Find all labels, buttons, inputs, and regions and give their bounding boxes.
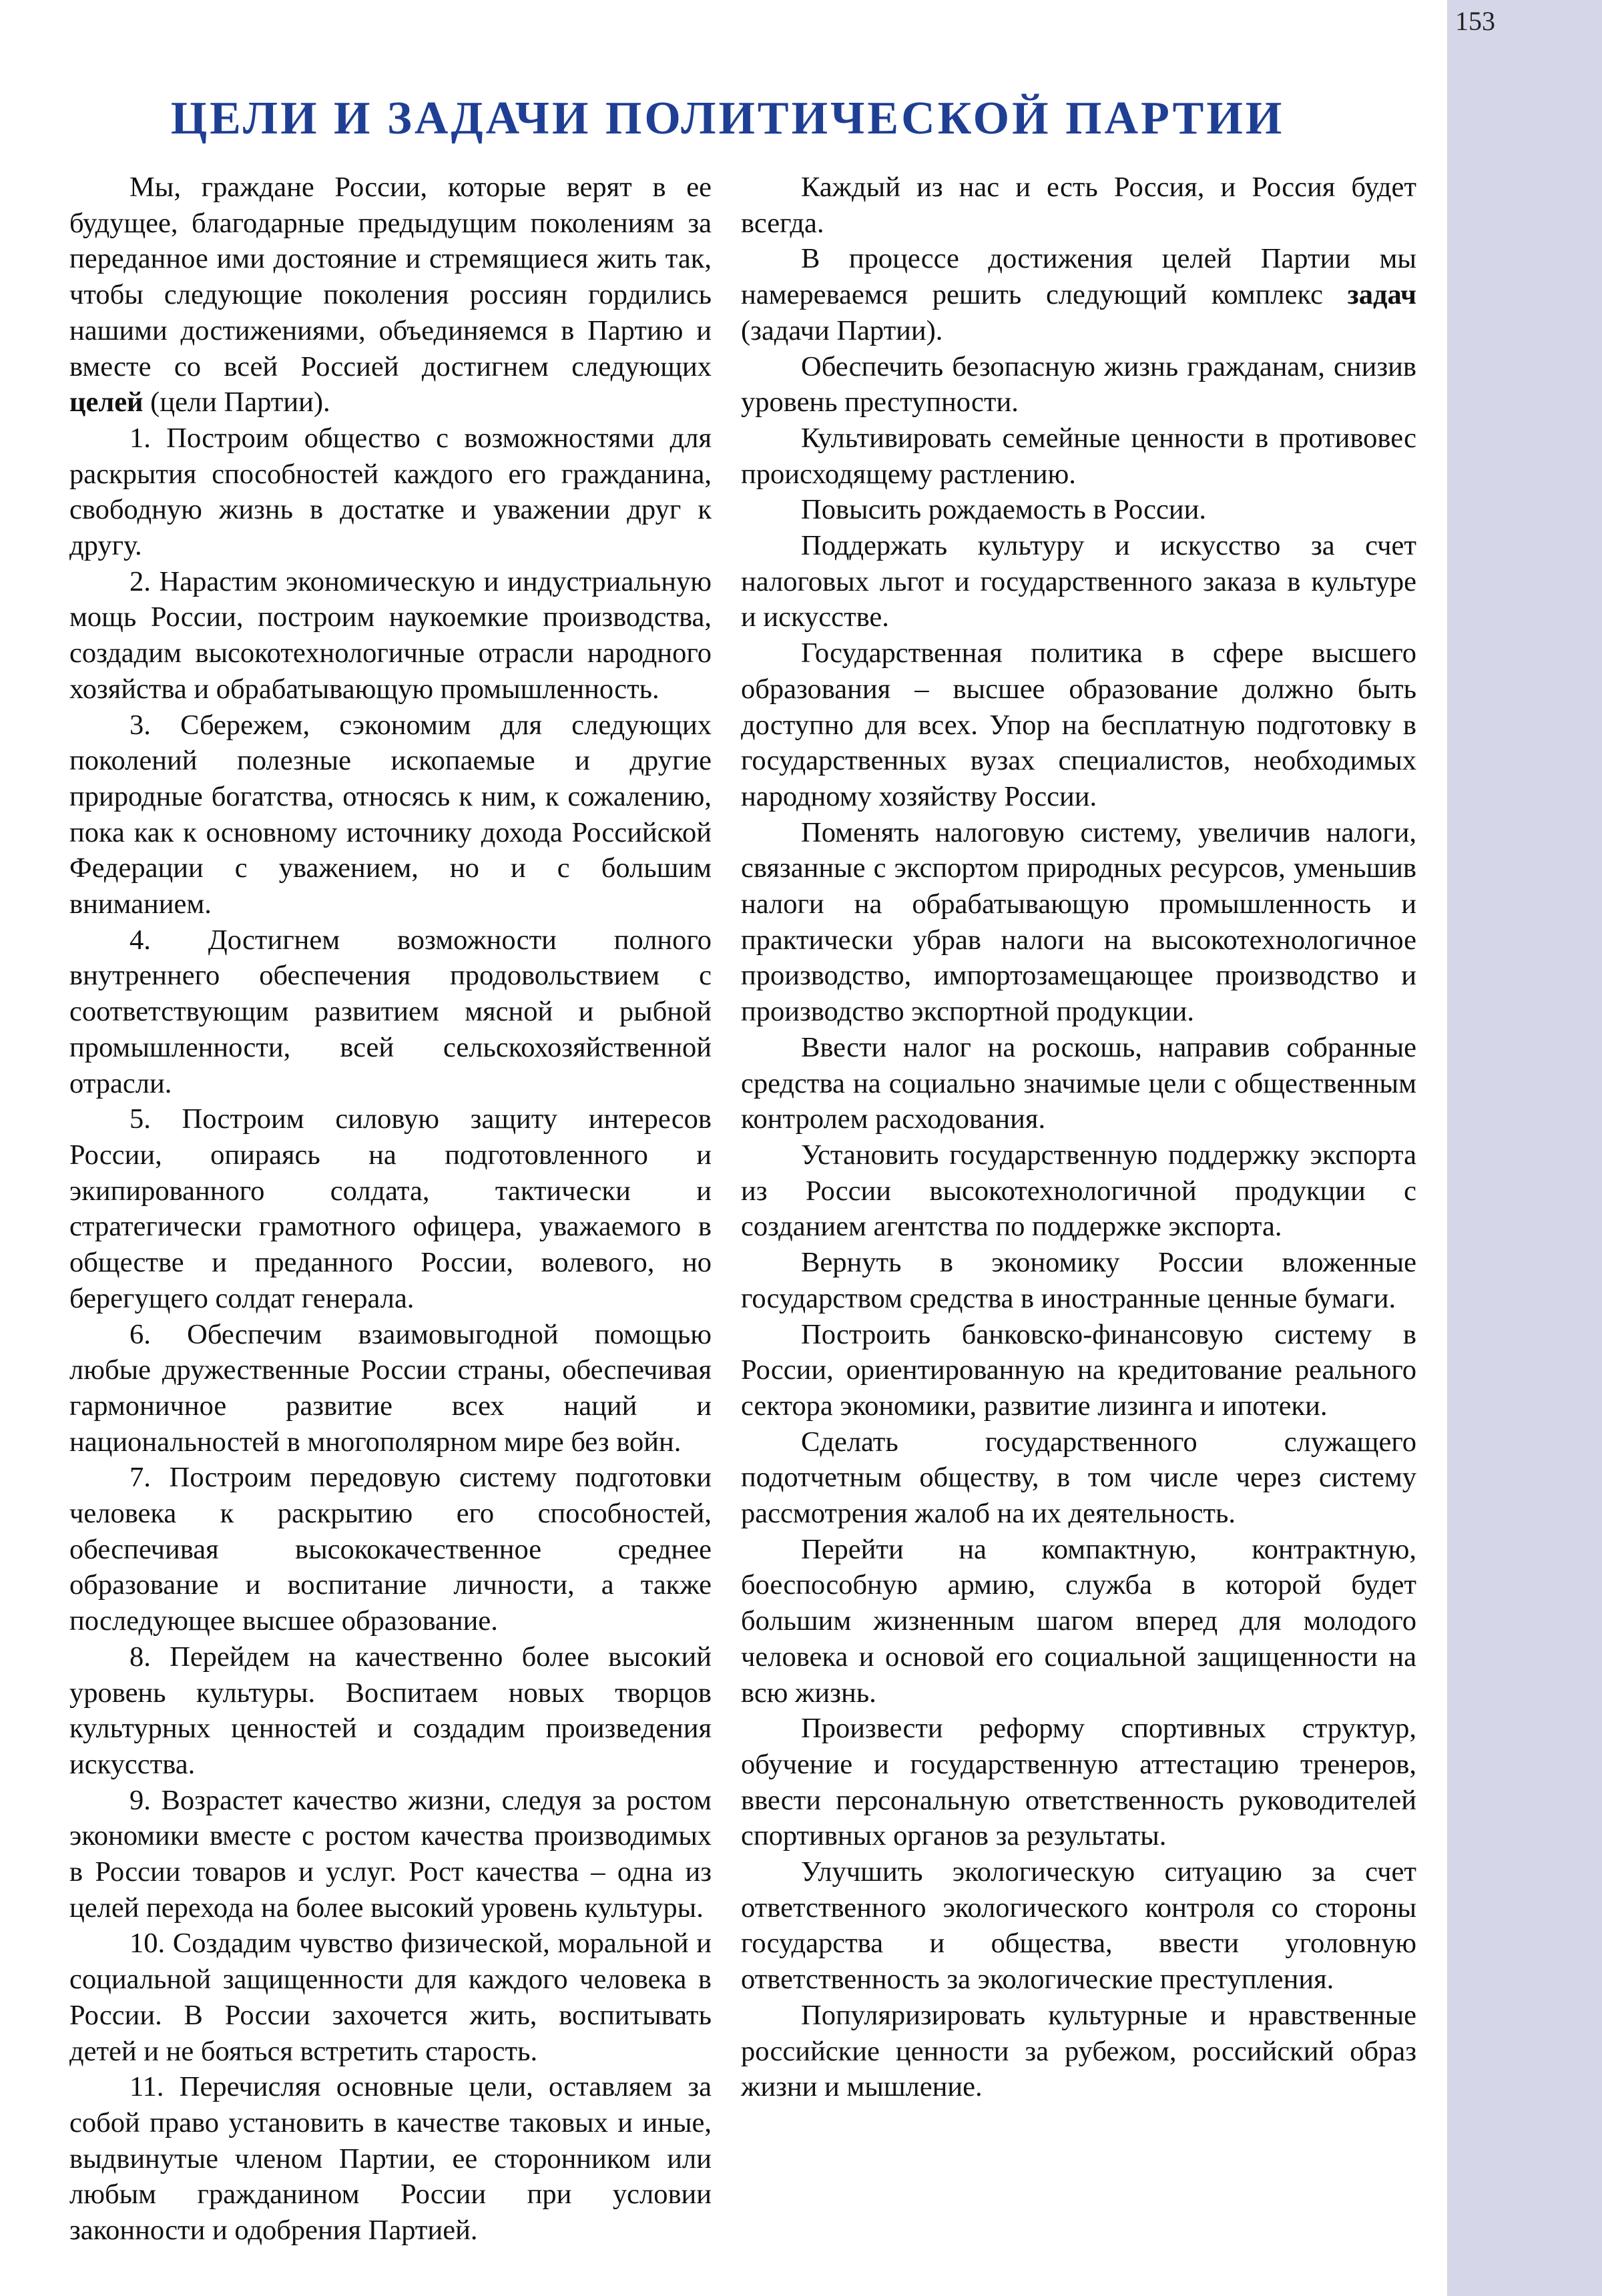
goal-item: 1. Построим общество с возможностями для раскрытия способностей каждого его гражданина, свободную жизнь в достатке и уважении друг к другу. [69,422,712,562]
left-column [69,170,712,2249]
task-item: Государственная политика в сфере высшего образования – высшее образование должно быть доступно для всех. Упор на бесплатную подготовку в государственных вузах специалистов, необходимых народному хозяйству России. [741,637,1416,812]
task-item: Поменять налоговую систему, увеличив налоги, связанные с экспортом природных ресурсов, уменьшив налоги на обрабатывающую промышленность и практически убрав налоги на высокотехнологичное производство, импортозамещающее производство и производство экспортной продукции. [741,816,1416,1028]
goal-item: 10. Создадим чувство физической, моральной и социальной защищенности для каждого человека в России. В России захочется жить, воспитывать детей и не бояться встретить старость. [69,1928,712,2067]
goals-intro-paragraph [69,170,712,420]
goals-keyword: целей [69,386,144,418]
task-item: Произвести реформу спортивных структур, обучение и государственную аттестацию тренеров, ввести персональную ответственность руководителей спортивных органов за результаты. [741,1713,1416,1852]
tasks-intro-text: В процессе достижения целей Партии мы намереваемся решить следующий комплекс [741,243,1416,311]
task-item: Улучшить экологическую ситуацию за счет ответственного экологического контроля со стороны государства и общества, ввести уголовную ответственность за экологические преступления. [741,1856,1416,1996]
goals-intro-tail: (цели Партии). [143,386,330,418]
tasks-keyword: задач [1347,279,1416,311]
opening-paragraph: Каждый из нас и есть Россия, и Россия будет всегда. [741,172,1416,239]
goal-item: 11. Перечисляя основные цели, оставляем за собой право установить в качестве таковых и иные, выдвинутые членом Партии, ее сторонником или любым гражданином России при условии законности и одобрения Партией. [69,2071,712,2247]
task-item: Перейти на компактную, контрактную, боеспособную армию, служба в которой будет большим жизненным шагом вперед для молодого человека и основой его социальной защищенности на всю жизнь. [741,1533,1416,1709]
task-item: Поддержать культуру и искусство за счет налоговых льгот и государственного заказа в культуре и искусстве. [741,530,1416,633]
side-margin-strip [1447,0,1602,2296]
task-item: Вернуть в экономику России вложенные государством средства в иностранные ценные бумаги. [741,1247,1416,1314]
tasks-intro-tail: (задачи Партии). [741,314,943,346]
task-item: Построить банковско-финансовую систему в России, ориентированную на кредитование реального сектора экономики, развитие лизинга и ипотеки. [741,1318,1416,1422]
task-item: Сделать государственного служащего подотчетным обществу, в том числе через систему рассмотрения жалоб на их деятельность. [741,1426,1416,1530]
goal-item: 2. Нарастим экономическую и индустриальную мощь России, построим наукоемкие производства, создадим высокотехнологичные отрасли народного хозяйства и обрабатывающую промышленность. [69,565,712,705]
goals-intro-text: Мы, граждане России, которые верят в ее будущее, благодарные предыдущим поколениям за переданное ими достояние и стремящиеся жить так, чтобы следующие поколения россиян гордились нашими достижениями, объединяемся в Партию и вместе со всей Россией достигнем следующих [69,172,712,382]
page-number: 153 [1455,6,1495,36]
page-title: ЦЕЛИ И ЗАДАЧИ ПОЛИТИЧЕСКОЙ ПАРТИИ [170,93,1285,144]
goal-item: 5. Построим силовую защиту интересов России, опираясь на подготовленного и экипированного солдата, тактически и стратегически грамотного офицера, уважаемого в обществе и преданного России, волевого, но берегущего солдат генерала. [69,1103,712,1314]
right-column [741,170,1416,2105]
task-item: Обеспечить безопасную жизнь гражданам, снизив уровень преступности. [741,350,1416,418]
task-item: Культивировать семейные ценности в противовес происходящему растлению. [741,422,1416,490]
goal-item: 8. Перейдем на качественно более высокий уровень культуры. Воспитаем новых творцов культурных ценностей и создадим произведения искусства. [69,1641,712,1780]
task-item: Установить государственную поддержку экспорта из России высокотехнологичной продукции с созданием агентства по поддержке экспорта. [741,1139,1416,1243]
goal-item: 7. Построим передовую систему подготовки человека к раскрытию его способностей, обеспечивая высококачественное среднее образование и воспитание личности, а также последующее высшее образование. [69,1462,712,1637]
task-item: Популяризировать культурные и нравственные российские ценности за рубежом, российский образ жизни и мышление. [741,1999,1416,2103]
tasks-intro-paragraph [741,241,1416,348]
goal-item: 4. Достигнем возможности полного внутреннего обеспечения продовольствием с соответствующим развитием мясной и рыбной промышленности, всей сельскохозяйственной отрасли. [69,924,712,1099]
goal-item: 6. Обеспечим взаимовыгодной помощью любые дружественные России страны, обеспечивая гармоничное развитие всех наций и национальностей в многополярном мире без войн. [69,1318,712,1458]
task-item: Ввести налог на роскошь, направив собранные средства на социально значимые цели с общественным контролем расходования. [741,1031,1416,1135]
task-item: Повысить рождаемость в России. [801,494,1206,526]
goal-item: 9. Возрастет качество жизни, следуя за ростом экономики вместе с ростом качества производимых в России товаров и услуг. Рост качества – одна из целей перехода на более высокий уровень культуры. [69,1784,712,1924]
goal-item: 3. Сбережем, сэкономим для следующих поколений полезные ископаемые и другие природные богатства, относясь к ним, к сожалению, пока как к основному источнику дохода Российской Федерации с уважением, но и с большим вниманием. [69,709,712,920]
